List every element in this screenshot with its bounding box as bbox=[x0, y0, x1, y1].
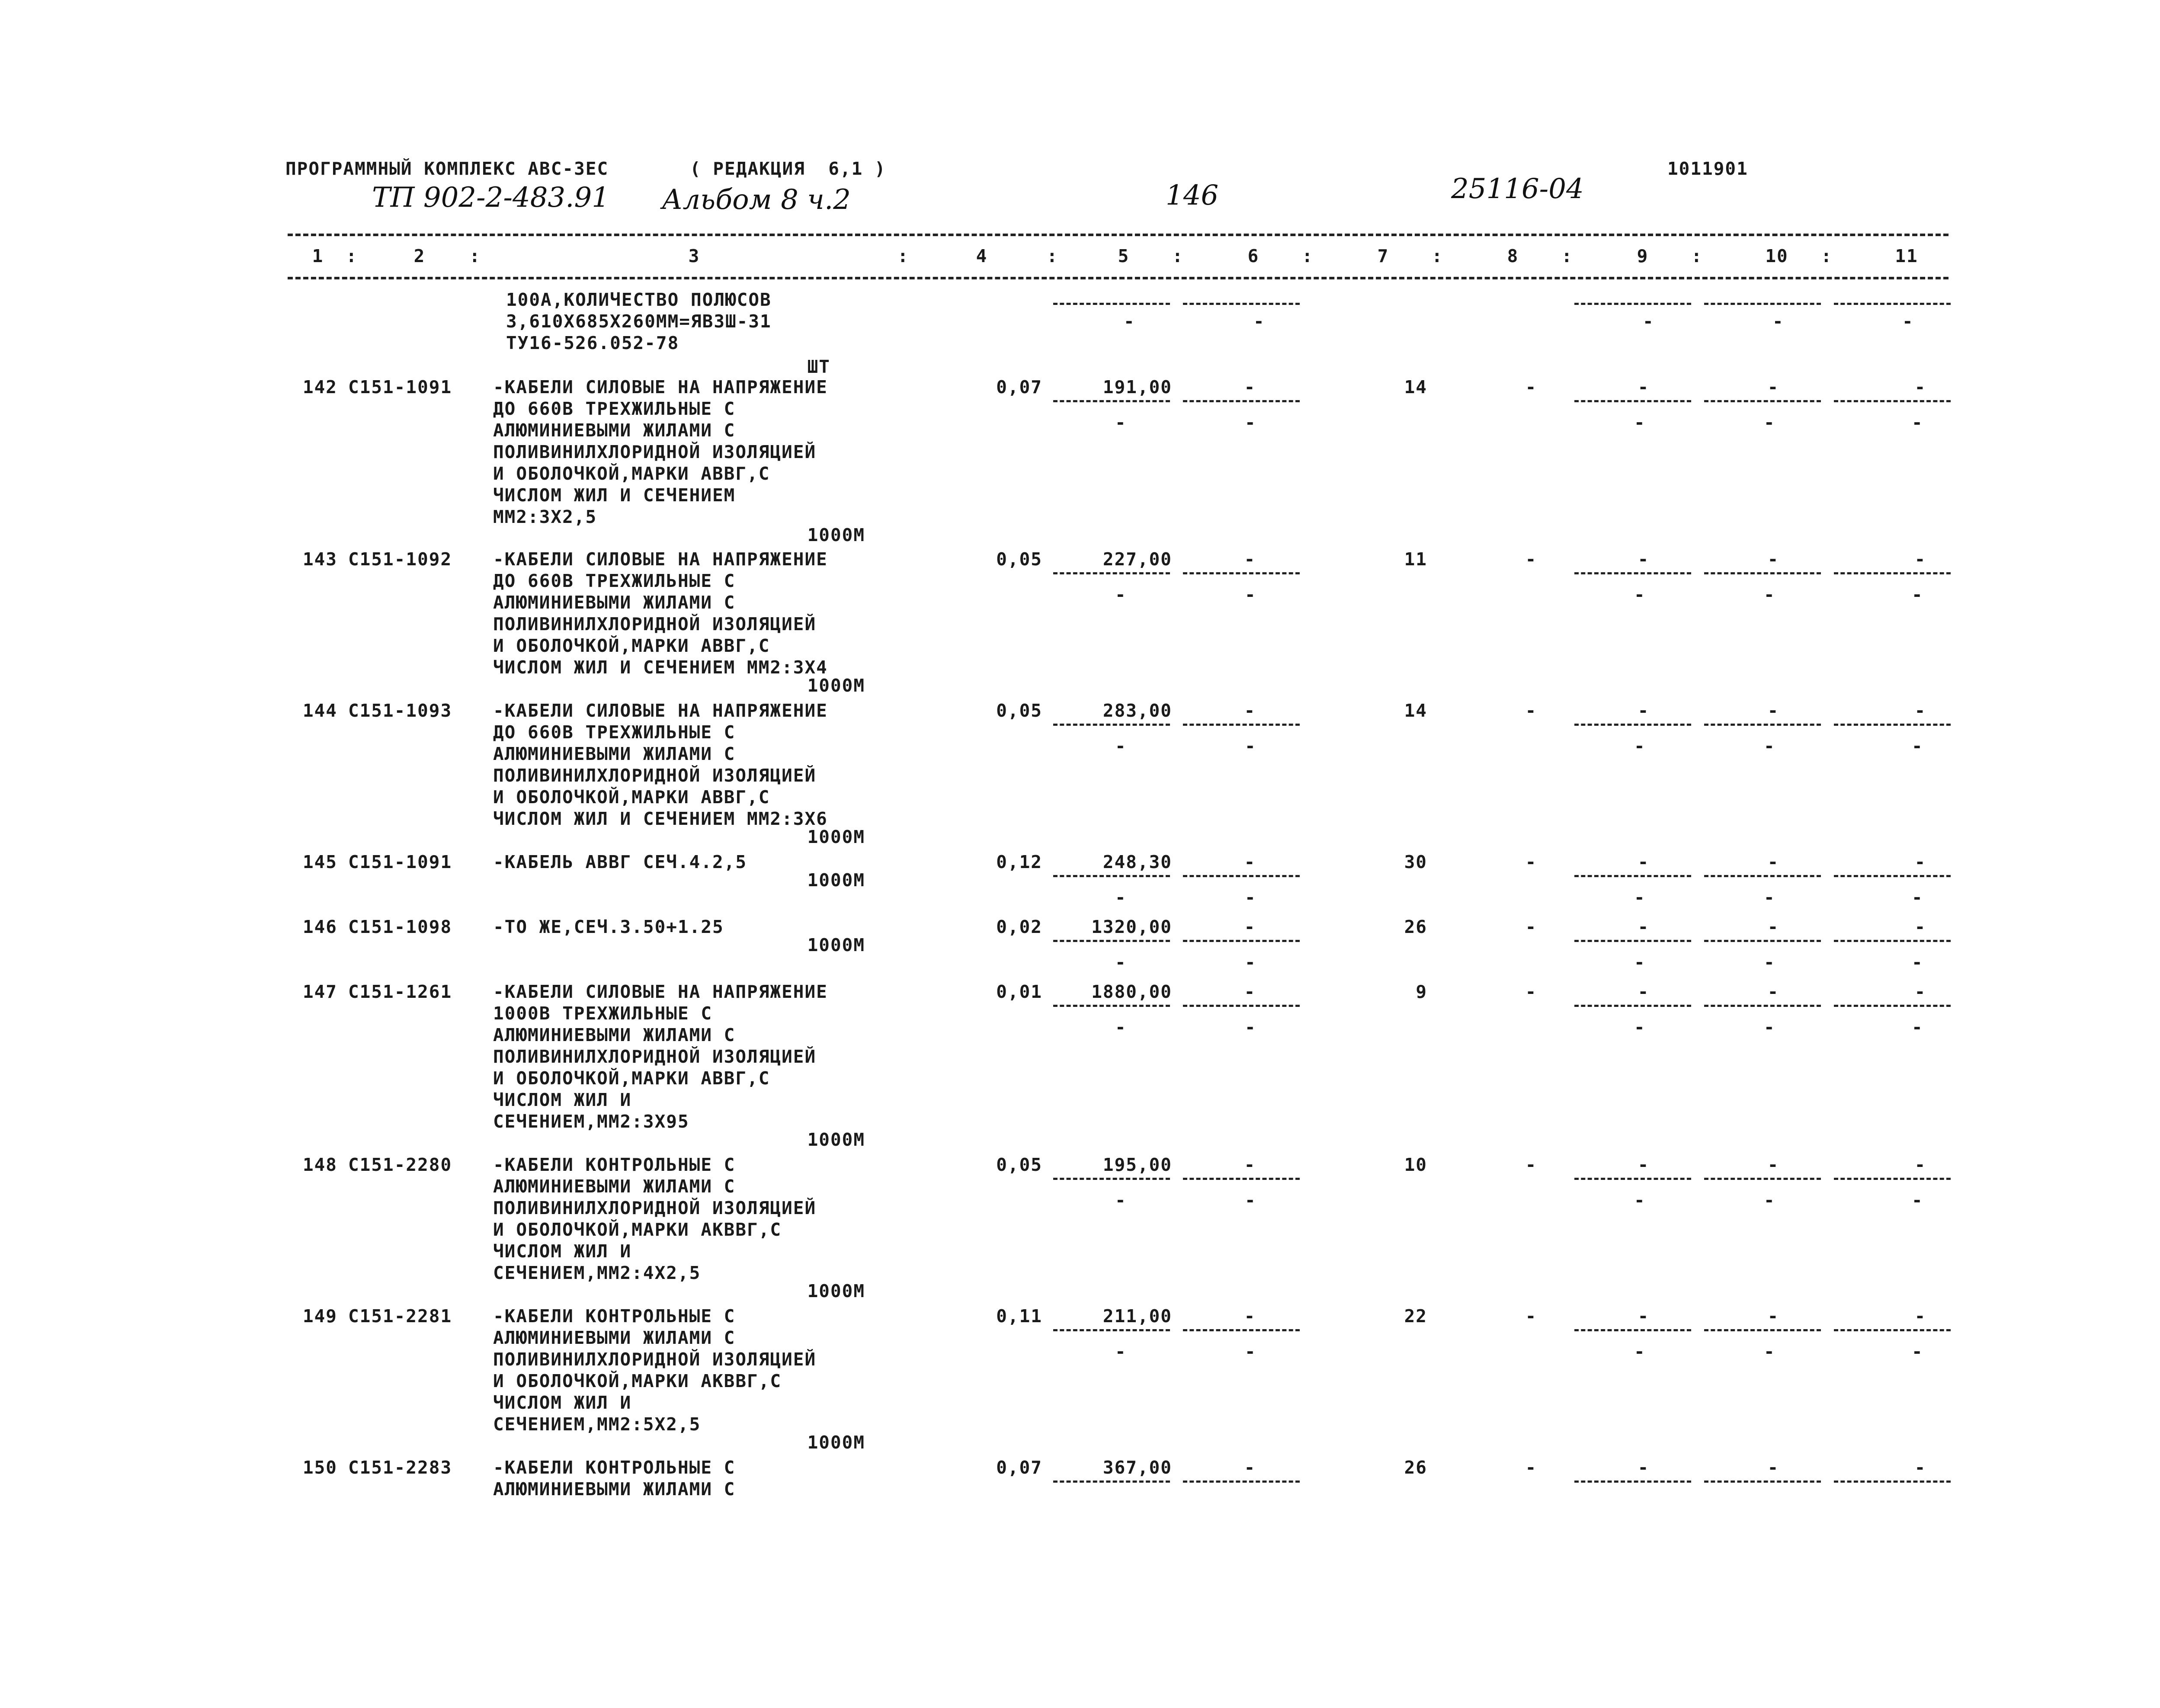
continuation-dash bbox=[1834, 303, 1951, 305]
row-unit: 1000М bbox=[807, 935, 865, 955]
row-secondary-dash: - bbox=[1912, 1017, 1923, 1038]
row-col7: 14 bbox=[1404, 377, 1427, 397]
row-underline bbox=[1834, 724, 1951, 726]
row-col4: 0,07 bbox=[996, 377, 1042, 397]
row-col11: - bbox=[1914, 700, 1926, 721]
handwritten-doc-number: 25116-04 bbox=[1451, 173, 1584, 205]
row-code: С151-1091 bbox=[348, 852, 452, 872]
row-number: 147 bbox=[302, 981, 337, 1002]
row-col4: 0,05 bbox=[996, 549, 1042, 570]
row-col10: - bbox=[1767, 852, 1779, 872]
column-header-10: 10 bbox=[1765, 246, 1788, 266]
row-secondary-dash: - bbox=[1245, 1190, 1256, 1211]
row-col7: 10 bbox=[1404, 1154, 1427, 1175]
row-col4: 0,01 bbox=[996, 981, 1042, 1002]
row-underline bbox=[1053, 1178, 1170, 1180]
row-col5: 211,00 bbox=[1102, 1306, 1172, 1327]
row-underline bbox=[1183, 400, 1300, 402]
row-col11: - bbox=[1914, 1154, 1926, 1175]
row-col4: 0,05 bbox=[996, 700, 1042, 721]
row-secondary-dash: - bbox=[1634, 412, 1646, 433]
row-number: 149 bbox=[302, 1306, 337, 1327]
row-underline bbox=[1704, 1178, 1821, 1180]
column-header-11: 11 bbox=[1895, 246, 1918, 266]
row-unit: 1000М bbox=[807, 1432, 865, 1453]
row-underline bbox=[1053, 940, 1170, 942]
row-underline bbox=[1183, 1329, 1300, 1331]
row-description-line: ДО 660В ТРЕХЖИЛЬНЫЕ С bbox=[493, 722, 736, 743]
row-description-line: -КАБЕЛИ СИЛОВЫЕ НА НАПРЯЖЕНИЕ bbox=[493, 377, 828, 397]
row-secondary-dash: - bbox=[1634, 736, 1646, 756]
row-description-line: АЛЮМИНИЕВЫМИ ЖИЛАМИ С bbox=[493, 743, 736, 764]
row-col9: - bbox=[1638, 981, 1650, 1002]
column-separator: : bbox=[1302, 246, 1314, 266]
row-description-line: И ОБОЛОЧКОЙ,МАРКИ АКВВГ,С bbox=[493, 1219, 782, 1240]
row-description-line: АЛЮМИНИЕВЫМИ ЖИЛАМИ С bbox=[493, 592, 736, 613]
row-description-line: ДО 660В ТРЕХЖИЛЬНЫЕ С bbox=[493, 570, 736, 591]
row-col10: - bbox=[1767, 549, 1779, 570]
row-description-line: АЛЮМИНИЕВЫМИ ЖИЛАМИ С bbox=[493, 1176, 736, 1197]
row-underline bbox=[1704, 940, 1821, 942]
continuation-dash-value: - bbox=[1902, 311, 1914, 332]
row-underline bbox=[1834, 1480, 1951, 1483]
column-header-4: 4 bbox=[976, 246, 988, 266]
row-col7: 26 bbox=[1404, 1457, 1427, 1478]
row-secondary-dash: - bbox=[1912, 736, 1923, 756]
row-col10: - bbox=[1767, 981, 1779, 1002]
row-underline bbox=[1834, 572, 1951, 574]
row-description-line: ПОЛИВИНИЛХЛОРИДНОЙ ИЗОЛЯЦИЕЙ bbox=[493, 1198, 817, 1218]
row-description-line: ЧИСЛОМ ЖИЛ И СЕЧЕНИЕМ bbox=[493, 485, 736, 506]
row-col11: - bbox=[1914, 1457, 1926, 1478]
row-col5: 1880,00 bbox=[1091, 981, 1172, 1002]
row-col10: - bbox=[1767, 1154, 1779, 1175]
row-col9: - bbox=[1638, 1457, 1650, 1478]
column-header-3: 3 bbox=[688, 246, 700, 266]
row-col10: - bbox=[1767, 700, 1779, 721]
row-underline bbox=[1834, 875, 1951, 877]
row-underline bbox=[1574, 875, 1691, 877]
row-col4: 0,02 bbox=[996, 916, 1042, 937]
row-underline bbox=[1834, 940, 1951, 942]
row-code: С151-1093 bbox=[348, 700, 452, 721]
row-unit: 1000М bbox=[807, 675, 865, 696]
row-description-line: АЛЮМИНИЕВЫМИ ЖИЛАМИ С bbox=[493, 1025, 736, 1045]
row-description-line: ПОЛИВИНИЛХЛОРИДНОЙ ИЗОЛЯЦИЕЙ bbox=[493, 442, 817, 462]
row-col10: - bbox=[1767, 1457, 1779, 1478]
row-secondary-dash: - bbox=[1634, 952, 1646, 973]
row-underline bbox=[1183, 875, 1300, 877]
row-col4: 0,05 bbox=[996, 1154, 1042, 1175]
row-col7: 9 bbox=[1416, 981, 1427, 1002]
row-col6: - bbox=[1244, 1306, 1256, 1327]
row-col6: - bbox=[1244, 549, 1256, 570]
row-col6: - bbox=[1244, 1154, 1256, 1175]
row-underline bbox=[1704, 400, 1821, 402]
row-description-line: -ТО ЖЕ,СЕЧ.3.50+1.25 bbox=[493, 916, 724, 937]
column-header-2: 2 bbox=[413, 246, 426, 266]
row-col6: - bbox=[1244, 1457, 1256, 1478]
row-code: С151-1261 bbox=[348, 981, 452, 1002]
row-secondary-dash: - bbox=[1634, 1190, 1646, 1211]
row-secondary-dash: - bbox=[1912, 412, 1923, 433]
column-separator: : bbox=[1432, 246, 1443, 266]
row-col11: - bbox=[1914, 377, 1926, 397]
row-secondary-dash: - bbox=[1245, 887, 1256, 908]
row-underline bbox=[1704, 875, 1821, 877]
row-col8: - bbox=[1525, 981, 1537, 1002]
continuation-dash-value: - bbox=[1253, 311, 1265, 332]
row-description-line: ЧИСЛОМ ЖИЛ И СЕЧЕНИЕМ ММ2:3Х4 bbox=[493, 657, 828, 678]
row-description-line: ЧИСЛОМ ЖИЛ И СЕЧЕНИЕМ ММ2:3Х6 bbox=[493, 808, 828, 829]
row-underline bbox=[1053, 400, 1170, 402]
continuation-dash-value: - bbox=[1643, 311, 1654, 332]
row-secondary-dash: - bbox=[1764, 887, 1775, 908]
row-description-line: ПОЛИВИНИЛХЛОРИДНОЙ ИЗОЛЯЦИЕЙ bbox=[493, 1046, 817, 1067]
row-col6: - bbox=[1244, 852, 1256, 872]
header-rule-bottom bbox=[288, 277, 1948, 279]
continuation-dash bbox=[1704, 303, 1821, 305]
row-description-line: И ОБОЛОЧКОЙ,МАРКИ АКВВГ,С bbox=[493, 1371, 782, 1391]
handwritten-page-number: 146 bbox=[1166, 179, 1219, 211]
row-secondary-dash: - bbox=[1245, 1341, 1256, 1362]
row-col9: - bbox=[1638, 916, 1650, 937]
column-header-8: 8 bbox=[1507, 246, 1519, 266]
row-number: 145 bbox=[302, 852, 337, 872]
row-underline bbox=[1053, 875, 1170, 877]
row-col10: - bbox=[1767, 1306, 1779, 1327]
row-description-line: -КАБЕЛИ КОНТРОЛЬНЫЕ С bbox=[493, 1457, 736, 1478]
row-secondary-dash: - bbox=[1115, 412, 1127, 433]
row-secondary-dash: - bbox=[1764, 952, 1775, 973]
row-secondary-dash: - bbox=[1115, 1190, 1127, 1211]
row-underline bbox=[1183, 1005, 1300, 1007]
row-description-line: -КАБЕЛЬ АВВГ СЕЧ.4.2,5 bbox=[493, 852, 747, 872]
row-col7: 22 bbox=[1404, 1306, 1427, 1327]
row-underline bbox=[1574, 1480, 1691, 1483]
row-secondary-dash: - bbox=[1115, 952, 1127, 973]
column-header-7: 7 bbox=[1377, 246, 1389, 266]
row-col5: 248,30 bbox=[1102, 852, 1172, 872]
row-secondary-dash: - bbox=[1245, 952, 1256, 973]
row-code: С151-2283 bbox=[348, 1457, 452, 1478]
row-description-line: И ОБОЛОЧКОЙ,МАРКИ АВВГ,С bbox=[493, 787, 770, 808]
row-secondary-dash: - bbox=[1764, 1341, 1775, 1362]
row-underline bbox=[1183, 940, 1300, 942]
row-col10: - bbox=[1767, 377, 1779, 397]
column-header-9: 9 bbox=[1637, 246, 1649, 266]
row-col11: - bbox=[1914, 981, 1926, 1002]
column-header-1: 1 bbox=[312, 246, 324, 266]
row-col9: - bbox=[1638, 1306, 1650, 1327]
row-col6: - bbox=[1244, 916, 1256, 937]
row-col9: - bbox=[1638, 700, 1650, 721]
row-col8: - bbox=[1525, 549, 1537, 570]
row-underline bbox=[1574, 940, 1691, 942]
row-col5: 283,00 bbox=[1102, 700, 1172, 721]
continuation-dash bbox=[1053, 303, 1170, 305]
row-secondary-dash: - bbox=[1245, 584, 1256, 605]
row-description-line: ПОЛИВИНИЛХЛОРИДНОЙ ИЗОЛЯЦИЕЙ bbox=[493, 765, 817, 786]
row-secondary-dash: - bbox=[1245, 736, 1256, 756]
row-description-line: -КАБЕЛИ СИЛОВЫЕ НА НАПРЯЖЕНИЕ bbox=[493, 549, 828, 570]
row-secondary-dash: - bbox=[1115, 1017, 1127, 1038]
row-col5: 367,00 bbox=[1102, 1457, 1172, 1478]
row-col8: - bbox=[1525, 916, 1537, 937]
row-secondary-dash: - bbox=[1115, 584, 1127, 605]
row-col5: 227,00 bbox=[1102, 549, 1172, 570]
column-header-6: 6 bbox=[1247, 246, 1259, 266]
row-unit: 1000М bbox=[807, 525, 865, 545]
column-separator: : bbox=[346, 246, 358, 266]
row-underline bbox=[1704, 1005, 1821, 1007]
row-description-line: И ОБОЛОЧКОЙ,МАРКИ АВВГ,С bbox=[493, 1068, 770, 1089]
row-col6: - bbox=[1244, 981, 1256, 1002]
row-underline bbox=[1704, 1329, 1821, 1331]
row-underline bbox=[1574, 400, 1691, 402]
continuation-line: 100А,КОЛИЧЕСТВО ПОЛЮСОВ bbox=[506, 289, 772, 310]
row-col4: 0,07 bbox=[996, 1457, 1042, 1478]
row-secondary-dash: - bbox=[1634, 1017, 1646, 1038]
row-secondary-dash: - bbox=[1912, 1190, 1923, 1211]
row-secondary-dash: - bbox=[1764, 1190, 1775, 1211]
edition-label: ( РЕДАКЦИЯ 6,1 ) bbox=[690, 158, 886, 179]
row-col4: 0,11 bbox=[996, 1306, 1042, 1327]
row-unit: 1000М bbox=[807, 827, 865, 847]
continuation-unit: ШТ bbox=[807, 356, 830, 377]
row-underline bbox=[1053, 724, 1170, 726]
row-description-line: ПОЛИВИНИЛХЛОРИДНОЙ ИЗОЛЯЦИЕЙ bbox=[493, 1349, 817, 1370]
row-description-line: СЕЧЕНИЕМ,ММ2:4Х2,5 bbox=[493, 1263, 701, 1283]
row-underline bbox=[1704, 1480, 1821, 1483]
row-number: 144 bbox=[302, 700, 337, 721]
row-col5: 1320,00 bbox=[1091, 916, 1172, 937]
row-description-line: ЧИСЛОМ ЖИЛ И bbox=[493, 1241, 632, 1262]
row-code: С151-2281 bbox=[348, 1306, 452, 1327]
row-secondary-dash: - bbox=[1245, 412, 1256, 433]
row-underline bbox=[1704, 572, 1821, 574]
row-description-line: СЕЧЕНИЕМ,ММ2:5Х2,5 bbox=[493, 1414, 701, 1435]
row-col5: 195,00 bbox=[1102, 1154, 1172, 1175]
row-secondary-dash: - bbox=[1764, 1017, 1775, 1038]
row-secondary-dash: - bbox=[1764, 584, 1775, 605]
row-description-line: АЛЮМИНИЕВЫМИ ЖИЛАМИ С bbox=[493, 1479, 736, 1500]
row-secondary-dash: - bbox=[1634, 887, 1646, 908]
row-description-line: АЛЮМИНИЕВЫМИ ЖИЛАМИ С bbox=[493, 1327, 736, 1348]
column-header-5: 5 bbox=[1118, 246, 1130, 266]
row-col8: - bbox=[1525, 1306, 1537, 1327]
row-underline bbox=[1574, 1005, 1691, 1007]
row-col8: - bbox=[1525, 852, 1537, 872]
row-col6: - bbox=[1244, 377, 1256, 397]
row-number: 142 bbox=[302, 377, 337, 397]
continuation-line: 3,610Х685Х260ММ=ЯВЗШ-31 bbox=[506, 311, 772, 332]
row-secondary-dash: - bbox=[1115, 736, 1127, 756]
row-description-line: ДО 660В ТРЕХЖИЛЬНЫЕ С bbox=[493, 398, 736, 419]
column-separator: : bbox=[1047, 246, 1058, 266]
row-col9: - bbox=[1638, 852, 1650, 872]
row-underline bbox=[1183, 572, 1300, 574]
row-number: 148 bbox=[302, 1154, 337, 1175]
row-number: 150 bbox=[302, 1457, 337, 1478]
row-col7: 11 bbox=[1404, 549, 1427, 570]
row-secondary-dash: - bbox=[1912, 1341, 1923, 1362]
column-separator: : bbox=[1561, 246, 1573, 266]
continuation-line: ТУ16-526.052-78 bbox=[506, 333, 679, 353]
row-underline bbox=[1053, 572, 1170, 574]
column-separator: : bbox=[469, 246, 481, 266]
column-separator: : bbox=[1691, 246, 1703, 266]
row-col8: - bbox=[1525, 1154, 1537, 1175]
row-description-line: ПОЛИВИНИЛХЛОРИДНОЙ ИЗОЛЯЦИЕЙ bbox=[493, 614, 817, 634]
row-underline bbox=[1053, 1005, 1170, 1007]
row-code: С151-2280 bbox=[348, 1154, 452, 1175]
row-description-line: СЕЧЕНИЕМ,ММ2:3Х95 bbox=[493, 1111, 689, 1132]
row-secondary-dash: - bbox=[1764, 736, 1775, 756]
row-secondary-dash: - bbox=[1115, 887, 1127, 908]
row-secondary-dash: - bbox=[1634, 1341, 1646, 1362]
row-col9: - bbox=[1638, 377, 1650, 397]
row-description-line: -КАБЕЛИ СИЛОВЫЕ НА НАПРЯЖЕНИЕ bbox=[493, 700, 828, 721]
row-underline bbox=[1183, 1178, 1300, 1180]
row-secondary-dash: - bbox=[1912, 952, 1923, 973]
row-description-line: 1000В ТРЕХЖИЛЬНЫЕ С bbox=[493, 1003, 712, 1024]
row-number: 143 bbox=[302, 549, 337, 570]
row-unit: 1000М bbox=[807, 1281, 865, 1301]
row-secondary-dash: - bbox=[1912, 584, 1923, 605]
row-number: 146 bbox=[302, 916, 337, 937]
row-secondary-dash: - bbox=[1764, 412, 1775, 433]
row-underline bbox=[1574, 724, 1691, 726]
program-title: ПРОГРАММНЫЙ КОМПЛЕКС АВС-ЗЕС bbox=[285, 158, 609, 179]
row-underline bbox=[1574, 572, 1691, 574]
continuation-dash-value: - bbox=[1772, 311, 1784, 332]
row-col8: - bbox=[1525, 377, 1537, 397]
row-description-line: -КАБЕЛИ СИЛОВЫЕ НА НАПРЯЖЕНИЕ bbox=[493, 981, 828, 1002]
row-description-line: ЧИСЛОМ ЖИЛ И bbox=[493, 1392, 632, 1413]
row-col7: 14 bbox=[1404, 700, 1427, 721]
column-separator: : bbox=[897, 246, 909, 266]
row-secondary-dash: - bbox=[1912, 887, 1923, 908]
row-col5: 191,00 bbox=[1102, 377, 1172, 397]
header-rule-top bbox=[288, 234, 1948, 236]
row-description-line: -КАБЕЛИ КОНТРОЛЬНЫЕ С bbox=[493, 1154, 736, 1175]
row-description-line: И ОБОЛОЧКОЙ,МАРКИ АВВГ,С bbox=[493, 463, 770, 484]
row-underline bbox=[1704, 724, 1821, 726]
row-description-line: АЛЮМИНИЕВЫМИ ЖИЛАМИ С bbox=[493, 420, 736, 441]
row-col11: - bbox=[1914, 549, 1926, 570]
row-col8: - bbox=[1525, 1457, 1537, 1478]
row-underline bbox=[1183, 1480, 1300, 1483]
row-underline bbox=[1834, 1178, 1951, 1180]
row-underline bbox=[1834, 400, 1951, 402]
row-secondary-dash: - bbox=[1245, 1017, 1256, 1038]
row-col4: 0,12 bbox=[996, 852, 1042, 872]
row-underline bbox=[1183, 724, 1300, 726]
row-col7: 30 bbox=[1404, 852, 1427, 872]
row-secondary-dash: - bbox=[1634, 584, 1646, 605]
row-description-line: -КАБЕЛИ КОНТРОЛЬНЫЕ С bbox=[493, 1306, 736, 1327]
row-col11: - bbox=[1914, 852, 1926, 872]
row-description-line: И ОБОЛОЧКОЙ,МАРКИ АВВГ,С bbox=[493, 635, 770, 656]
row-col8: - bbox=[1525, 700, 1537, 721]
column-separator: : bbox=[1821, 246, 1833, 266]
handwritten-album: Альбом 8 ч.2 bbox=[662, 184, 851, 216]
row-code: С151-1091 bbox=[348, 377, 452, 397]
row-underline bbox=[1053, 1329, 1170, 1331]
row-underline bbox=[1574, 1329, 1691, 1331]
row-description-line: ММ2:3Х2,5 bbox=[493, 506, 597, 527]
row-underline bbox=[1834, 1005, 1951, 1007]
column-separator: : bbox=[1172, 246, 1184, 266]
handwritten-project-number: ТП 902-2-483.91 bbox=[372, 182, 609, 214]
row-unit: 1000М bbox=[807, 1129, 865, 1150]
row-col6: - bbox=[1244, 700, 1256, 721]
continuation-dash-value: - bbox=[1124, 311, 1135, 332]
row-col9: - bbox=[1638, 1154, 1650, 1175]
row-col9: - bbox=[1638, 549, 1650, 570]
row-code: С151-1092 bbox=[348, 549, 452, 570]
row-col11: - bbox=[1914, 1306, 1926, 1327]
row-col7: 26 bbox=[1404, 916, 1427, 937]
row-underline bbox=[1834, 1329, 1951, 1331]
row-unit: 1000М bbox=[807, 870, 865, 891]
row-underline bbox=[1053, 1480, 1170, 1483]
row-secondary-dash: - bbox=[1115, 1341, 1127, 1362]
continuation-dash bbox=[1183, 303, 1300, 305]
continuation-dash bbox=[1574, 303, 1691, 305]
program-code: 1011901 bbox=[1667, 158, 1748, 179]
row-col10: - bbox=[1767, 916, 1779, 937]
row-code: С151-1098 bbox=[348, 916, 452, 937]
row-description-line: ЧИСЛОМ ЖИЛ И bbox=[493, 1090, 632, 1110]
row-underline bbox=[1574, 1178, 1691, 1180]
row-col11: - bbox=[1914, 916, 1926, 937]
